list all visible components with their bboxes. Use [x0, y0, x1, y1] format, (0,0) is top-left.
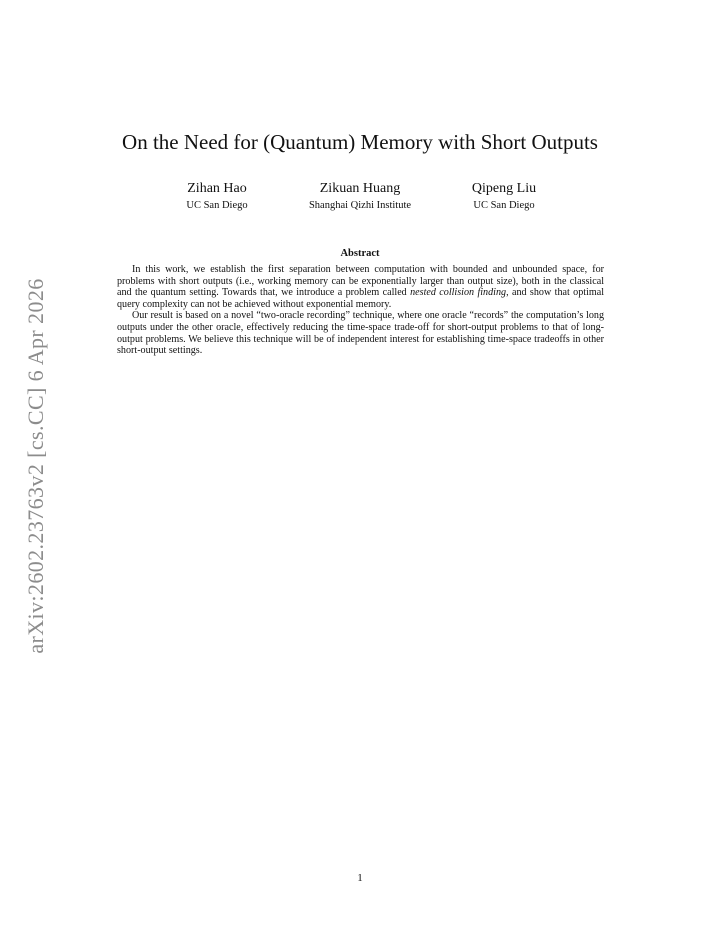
author-name: Qipeng Liu [471, 181, 537, 196]
abstract-body [117, 264, 604, 357]
author-name: Zikuan Huang [319, 181, 401, 196]
arxiv-identifier-stamp: arXiv:2602.23763v2 [cs.CC] 6 Apr 2026 [23, 278, 48, 654]
author-block [472, 181, 536, 213]
abstract-text: , and show that optimal query complexity can not be achieved without exponential memory. [117, 287, 604, 310]
abstract-paragraph [117, 264, 604, 310]
author-block [309, 181, 411, 213]
abstract-emphasis: nested collision finding [410, 287, 507, 299]
page-number: 1 [357, 872, 363, 884]
paper-title: On the Need for (Quantum) Memory with Short Outputs [122, 130, 598, 154]
author-name: Zihan Hao [187, 181, 247, 196]
author-block [186, 181, 247, 213]
author-affiliation: UC San Diego [473, 200, 535, 211]
author-affiliation: UC San Diego [186, 200, 248, 211]
abstract-text: In this work, we establish the first separation between computation with bounded and unbounded space, for problems with short outputs (i.e., working memory can be exponentially larger than output size), both in the classical and the quantum setting. Towards that, we introduce a problem called [117, 264, 604, 299]
author-affiliation: Shanghai Qizhi Institute [308, 200, 412, 211]
abstract-paragraph: Our result is based on a novel “two-oracle recording” technique, where one oracle “records” the computation’s long outputs under the other oracle, effectively reducing the time-space trade-off for short-output problems to that of long-output problems. We believe this technique will be of independent interest for establishing time-space tradeoffs in other short-output settings. [117, 310, 604, 357]
abstract-heading: Abstract [340, 248, 380, 259]
